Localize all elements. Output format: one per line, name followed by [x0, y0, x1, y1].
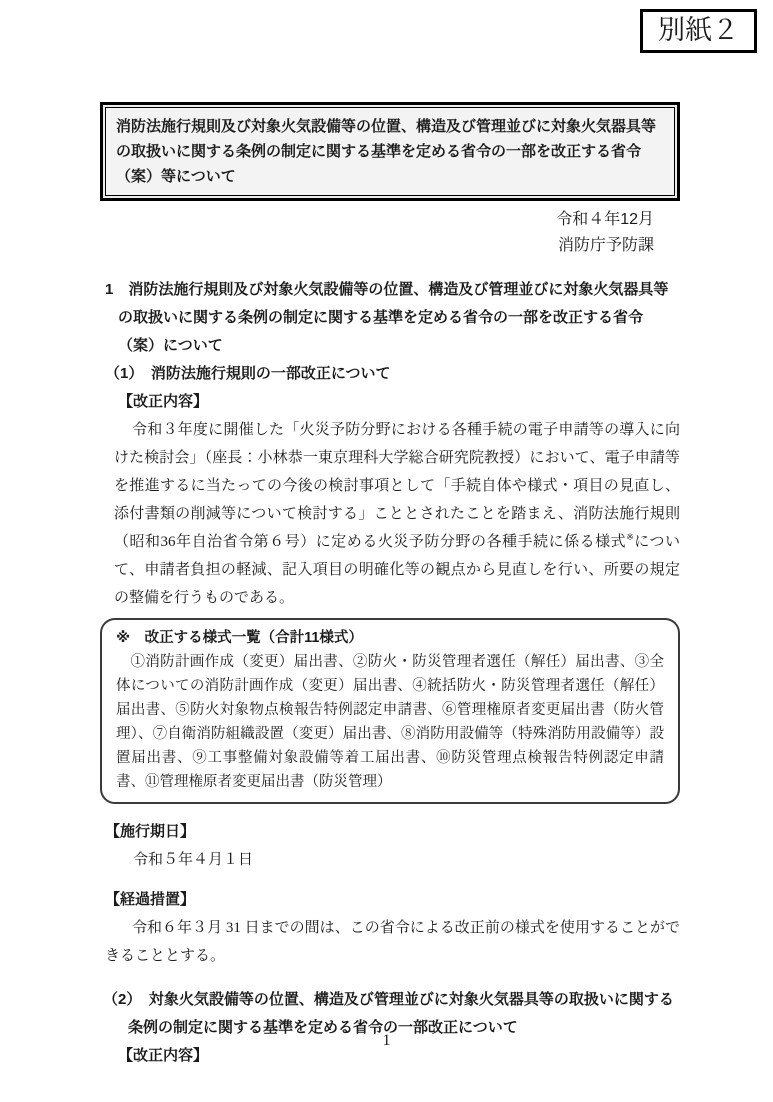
page-number: 1: [382, 1032, 391, 1049]
reference-mark: ※: [626, 532, 635, 542]
subsection-1-heading: （1） 消防法施行規則の一部改正について: [105, 365, 391, 382]
revision-content-paragraph: [114, 416, 680, 612]
paragraph-text-after-mark: について、申請者負担の軽減、記入項目の明確化等の観点から見直しを行い、所要の規定の整備を行うものである。: [114, 534, 680, 606]
document-title-box: [100, 102, 680, 201]
revision-content-label-2: 【改正内容】: [118, 1047, 209, 1064]
note-box-heading: ※ 改正する様式一覧（合計11様式）: [116, 630, 363, 646]
effective-date-label: 【施行期日】: [105, 823, 196, 840]
paragraph-text-before-mark: 令和３年度に開催した「火災予防分野における各種手続の電子申請等の導入に向けた検討会」（座長：小林恭一東京理科大学総合研究院教授）において、電子申請等を推進するに当たっての今後の検討事項として「手続自体や様式・項目の見直し、添付書類の削減等について検討する」こととされたことを踏まえ、消防法施行規則（昭和36年自治省令第６号）に定める火災予防分野の各種手続に係る様式: [114, 422, 680, 550]
transitional-measures-paragraph: 令和６年３月 31 日までの間は、この省令による改正前の様式を使用することができることとする。: [105, 920, 680, 964]
effective-date-value: 令和５年４月１日: [133, 852, 254, 868]
transitional-measures-label: 【経過措置】: [105, 891, 196, 908]
attachment-label: 別紙２: [658, 15, 739, 45]
form-list-note-box: [100, 618, 680, 804]
section-1-heading: 1 消防法施行規則及び対象火気設備等の位置、構造及び管理並びに対象火気器具等の取扱いに関する条例の制定に関する基準を定める省令の一部を改正する省令（案）について: [105, 281, 669, 354]
revision-content-label: 【改正内容】: [118, 393, 209, 410]
document-content: [100, 0, 680, 1070]
date-line: 令和４年12月: [556, 211, 654, 228]
note-box-body: ①消防計画作成（変更）届出書、②防火・防災管理者選任（解任）届出書、③全体についての消防計画作成（変更）届出書、④統括防火・防災管理者選任（解任）届出書、⑤防火対象物点検報告特例認定申請書、⑥管理権原者変更届出書（防火管理）、⑦自衛消防組織設置（変更）届出書、⑧消防用設備等（特殊消防用設備等）設置届出書、⑨工事整備対象設備等着工届出書、⑩防災管理点検報告特例認定申請書、⑪管理権原者変更届出書（防災管理）: [116, 654, 664, 790]
subsection-2-heading: （2） 対象火気設備等の位置、構造及び管理並びに対象火気器具等の取扱いに関する条例の制定に関する基準を定める省令の一部改正について: [103, 991, 674, 1036]
document-title: 消防法施行規則及び対象火気設備等の位置、構造及び管理並びに対象火気器具等の取扱いに関する条例の制定に関する基準を定める省令の一部を改正する省令（案）等について: [105, 107, 675, 196]
department-line: 消防庁予防課: [557, 237, 654, 254]
date-block: [100, 207, 680, 259]
